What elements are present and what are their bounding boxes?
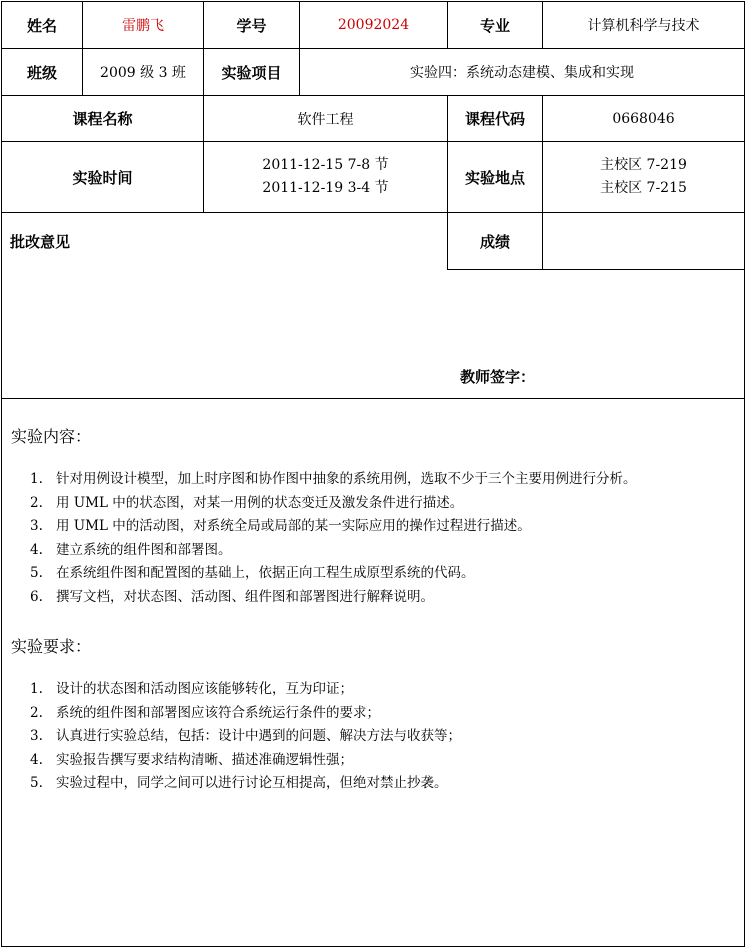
course-name-label: 课程名称 bbox=[72, 110, 133, 128]
place-line-2: 主校区 7-215 bbox=[600, 180, 687, 196]
list-item: 3. 用 UML 中的活动图，对系统全局或局部的某一实际应用的操作过程进行描述。 bbox=[30, 518, 531, 534]
list-item: 3. 认真进行实验总结，包括：设计中遇到的问题、解决方法与收获等； bbox=[30, 728, 461, 744]
class-label: 班级 bbox=[26, 63, 57, 82]
time-line-2: 2011-12-19 3-4 节 bbox=[262, 180, 389, 196]
requirements-title: 实验要求： bbox=[11, 637, 92, 656]
place-line-1: 主校区 7-219 bbox=[600, 157, 687, 173]
grid-line bbox=[447, 269, 744, 270]
teacher-signature-label: 教师签字： bbox=[460, 368, 536, 386]
list-item: 6. 撰写文档，对状态图、活动图、组件图和部署图进行解释说明。 bbox=[30, 588, 434, 605]
name-label: 姓名 bbox=[26, 16, 57, 35]
student-id-value: 20092024 bbox=[337, 17, 410, 33]
major-label: 专业 bbox=[479, 16, 510, 35]
list-item: 1. 设计的状态图和活动图应该能够转化，互为印证； bbox=[30, 681, 353, 697]
list-item: 4. 实验报告撰写要求结构清晰、描述准确逻辑性强； bbox=[30, 751, 353, 768]
place-label: 实验地点 bbox=[464, 168, 525, 187]
requirements-list bbox=[30, 678, 461, 796]
project-value: 实验四：系统动态建模、集成和实现 bbox=[410, 65, 634, 81]
course-name-value: 软件工程 bbox=[297, 111, 354, 128]
list-item: 2. 用 UML 中的状态图，对某一用例的状态变迁及激发条件进行描述。 bbox=[30, 494, 464, 511]
report-form bbox=[1, 1, 745, 947]
time-value bbox=[204, 142, 447, 212]
project-label: 实验项目 bbox=[221, 63, 282, 82]
content-list bbox=[30, 468, 637, 609]
list-item: 1. 针对用例设计模型，加上时序图和协作图中抽象的系统用例，选取不少于三个主要用例进行分析。 bbox=[30, 471, 637, 487]
list-item: 2. 系统的组件图和部署图应该符合系统运行条件的要求； bbox=[30, 704, 380, 721]
grade-value bbox=[543, 213, 744, 269]
student-id-label: 学号 bbox=[236, 16, 267, 35]
grid-line bbox=[2, 398, 744, 399]
grade-label: 成绩 bbox=[479, 232, 510, 251]
list-item: 5. 在系统组件图和配置图的基础上，依据正向工程生成原型系统的代码。 bbox=[30, 565, 475, 581]
comments-label: 批改意见 bbox=[10, 233, 71, 251]
list-item: 5. 实验过程中，同学之间可以进行讨论互相提高，但绝对禁止抄袭。 bbox=[30, 775, 448, 791]
class-value: 2009 级 3 班 bbox=[100, 65, 186, 81]
major-value: 计算机科学与技术 bbox=[587, 18, 700, 34]
course-code-label: 课程代码 bbox=[464, 110, 525, 128]
time-label: 实验时间 bbox=[72, 168, 133, 187]
name-value: 雷鹏飞 bbox=[122, 18, 164, 34]
course-code-value: 0668046 bbox=[612, 110, 675, 127]
place-value bbox=[543, 142, 744, 212]
time-line-1: 2011-12-15 7-8 节 bbox=[262, 157, 389, 173]
content-title: 实验内容： bbox=[11, 427, 92, 446]
list-item: 4. 建立系统的组件图和部署图。 bbox=[30, 541, 232, 558]
